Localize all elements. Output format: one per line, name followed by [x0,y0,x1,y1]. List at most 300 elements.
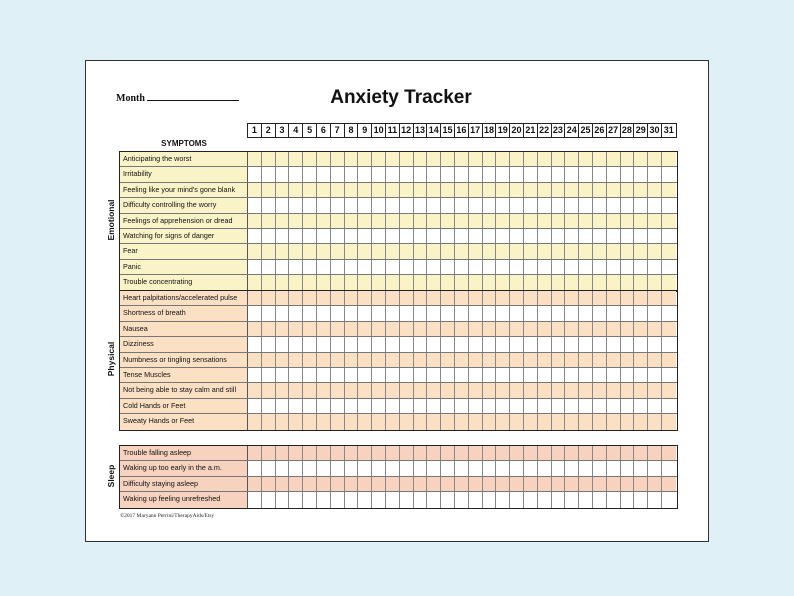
tracker-cell[interactable] [524,229,538,243]
tracker-cell[interactable] [262,492,276,507]
tracker-cell[interactable] [565,260,579,274]
tracker-cell[interactable] [483,368,497,382]
tracker-cell[interactable] [579,477,593,491]
tracker-cell[interactable] [358,214,372,228]
tracker-cell[interactable] [634,337,648,351]
tracker-cell[interactable] [607,353,621,367]
tracker-cell[interactable] [579,198,593,212]
tracker-cell[interactable] [317,275,331,290]
tracker-cell[interactable] [345,461,359,475]
tracker-cell[interactable] [358,322,372,336]
tracker-cell[interactable] [607,492,621,507]
tracker-cell[interactable] [248,183,262,197]
tracker-cell[interactable] [621,337,635,351]
tracker-cell[interactable] [372,244,386,258]
tracker-cell[interactable] [303,446,317,460]
tracker-cell[interactable] [427,337,441,351]
tracker-cell[interactable] [289,399,303,413]
tracker-cell[interactable] [469,183,483,197]
tracker-cell[interactable] [276,399,290,413]
tracker-cell[interactable] [634,446,648,460]
tracker-cell[interactable] [593,353,607,367]
tracker-cell[interactable] [400,353,414,367]
tracker-cell[interactable] [441,291,455,305]
tracker-cell[interactable] [648,399,662,413]
tracker-cell[interactable] [289,183,303,197]
tracker-cell[interactable] [414,461,428,475]
tracker-cell[interactable] [621,414,635,429]
tracker-cell[interactable] [317,368,331,382]
tracker-cell[interactable] [538,167,552,181]
tracker-cell[interactable] [621,183,635,197]
tracker-cell[interactable] [372,291,386,305]
tracker-cell[interactable] [303,291,317,305]
tracker-cell[interactable] [552,183,566,197]
tracker-cell[interactable] [565,214,579,228]
tracker-cell[interactable] [289,214,303,228]
tracker-cell[interactable] [303,244,317,258]
tracker-cell[interactable] [538,492,552,507]
tracker-cell[interactable] [510,260,524,274]
tracker-cell[interactable] [510,275,524,290]
tracker-cell[interactable] [565,368,579,382]
tracker-cell[interactable] [358,414,372,429]
tracker-cell[interactable] [496,477,510,491]
tracker-cell[interactable] [248,353,262,367]
tracker-cell[interactable] [303,353,317,367]
tracker-cell[interactable] [345,214,359,228]
tracker-cell[interactable] [565,414,579,429]
tracker-cell[interactable] [455,322,469,336]
tracker-cell[interactable] [496,368,510,382]
tracker-cell[interactable] [579,214,593,228]
tracker-cell[interactable] [358,492,372,507]
tracker-cell[interactable] [289,414,303,429]
tracker-cell[interactable] [262,414,276,429]
tracker-cell[interactable] [593,383,607,397]
tracker-cell[interactable] [621,492,635,507]
tracker-cell[interactable] [414,477,428,491]
tracker-cell[interactable] [593,198,607,212]
tracker-cell[interactable] [621,198,635,212]
tracker-cell[interactable] [496,492,510,507]
tracker-cell[interactable] [276,244,290,258]
tracker-cell[interactable] [248,477,262,491]
tracker-cell[interactable] [552,291,566,305]
tracker-cell[interactable] [317,353,331,367]
tracker-cell[interactable] [496,414,510,429]
tracker-cell[interactable] [510,353,524,367]
tracker-cell[interactable] [400,214,414,228]
tracker-cell[interactable] [593,368,607,382]
tracker-cell[interactable] [565,244,579,258]
tracker-cell[interactable] [552,337,566,351]
tracker-cell[interactable] [552,306,566,320]
tracker-cell[interactable] [372,229,386,243]
tracker-cell[interactable] [386,244,400,258]
tracker-cell[interactable] [483,353,497,367]
tracker-cell[interactable] [662,214,676,228]
tracker-cell[interactable] [648,229,662,243]
tracker-cell[interactable] [648,275,662,290]
tracker-cell[interactable] [593,214,607,228]
tracker-cell[interactable] [427,353,441,367]
tracker-cell[interactable] [372,383,386,397]
tracker-cell[interactable] [483,322,497,336]
tracker-cell[interactable] [579,275,593,290]
tracker-cell[interactable] [358,291,372,305]
tracker-cell[interactable] [593,291,607,305]
tracker-cell[interactable] [386,167,400,181]
tracker-cell[interactable] [510,214,524,228]
tracker-cell[interactable] [372,183,386,197]
tracker-cell[interactable] [552,152,566,166]
tracker-cell[interactable] [634,399,648,413]
tracker-cell[interactable] [262,229,276,243]
tracker-cell[interactable] [552,260,566,274]
tracker-cell[interactable] [331,244,345,258]
tracker-cell[interactable] [303,229,317,243]
tracker-cell[interactable] [469,229,483,243]
tracker-cell[interactable] [483,337,497,351]
tracker-cell[interactable] [524,152,538,166]
tracker-cell[interactable] [317,183,331,197]
tracker-cell[interactable] [358,399,372,413]
tracker-cell[interactable] [400,306,414,320]
tracker-cell[interactable] [358,244,372,258]
tracker-cell[interactable] [510,291,524,305]
tracker-cell[interactable] [345,167,359,181]
tracker-cell[interactable] [248,383,262,397]
tracker-cell[interactable] [510,414,524,429]
tracker-cell[interactable] [248,152,262,166]
tracker-cell[interactable] [552,198,566,212]
tracker-cell[interactable] [289,275,303,290]
tracker-cell[interactable] [607,337,621,351]
tracker-cell[interactable] [400,414,414,429]
tracker-cell[interactable] [524,275,538,290]
tracker-cell[interactable] [538,383,552,397]
tracker-cell[interactable] [579,461,593,475]
tracker-cell[interactable] [524,167,538,181]
tracker-cell[interactable] [331,414,345,429]
tracker-cell[interactable] [414,275,428,290]
tracker-cell[interactable] [455,167,469,181]
tracker-cell[interactable] [524,260,538,274]
tracker-cell[interactable] [400,183,414,197]
tracker-cell[interactable] [455,461,469,475]
tracker-cell[interactable] [317,383,331,397]
tracker-cell[interactable] [483,183,497,197]
tracker-cell[interactable] [358,167,372,181]
tracker-cell[interactable] [303,167,317,181]
tracker-cell[interactable] [469,291,483,305]
tracker-cell[interactable] [510,244,524,258]
tracker-cell[interactable] [648,446,662,460]
tracker-cell[interactable] [469,492,483,507]
tracker-cell[interactable] [400,446,414,460]
tracker-cell[interactable] [400,368,414,382]
tracker-cell[interactable] [538,446,552,460]
tracker-cell[interactable] [262,461,276,475]
tracker-cell[interactable] [317,446,331,460]
tracker-cell[interactable] [593,167,607,181]
tracker-cell[interactable] [662,291,676,305]
tracker-cell[interactable] [648,260,662,274]
tracker-cell[interactable] [579,167,593,181]
tracker-cell[interactable] [303,260,317,274]
tracker-cell[interactable] [248,167,262,181]
tracker-cell[interactable] [496,383,510,397]
tracker-cell[interactable] [538,322,552,336]
tracker-cell[interactable] [607,275,621,290]
tracker-cell[interactable] [345,492,359,507]
tracker-cell[interactable] [593,446,607,460]
tracker-cell[interactable] [483,477,497,491]
tracker-cell[interactable] [414,183,428,197]
tracker-cell[interactable] [276,461,290,475]
tracker-cell[interactable] [648,414,662,429]
tracker-cell[interactable] [593,461,607,475]
tracker-cell[interactable] [538,183,552,197]
tracker-cell[interactable] [579,229,593,243]
tracker-cell[interactable] [621,477,635,491]
tracker-cell[interactable] [386,306,400,320]
tracker-cell[interactable] [510,322,524,336]
tracker-cell[interactable] [510,477,524,491]
tracker-cell[interactable] [276,477,290,491]
tracker-cell[interactable] [427,214,441,228]
tracker-cell[interactable] [552,368,566,382]
tracker-cell[interactable] [510,492,524,507]
tracker-cell[interactable] [524,461,538,475]
tracker-cell[interactable] [441,167,455,181]
tracker-cell[interactable] [496,461,510,475]
tracker-cell[interactable] [510,383,524,397]
tracker-cell[interactable] [358,198,372,212]
tracker-cell[interactable] [427,152,441,166]
tracker-cell[interactable] [469,446,483,460]
tracker-cell[interactable] [648,214,662,228]
tracker-cell[interactable] [358,183,372,197]
tracker-cell[interactable] [427,461,441,475]
tracker-cell[interactable] [276,183,290,197]
tracker-cell[interactable] [621,260,635,274]
tracker-cell[interactable] [552,399,566,413]
tracker-cell[interactable] [552,492,566,507]
tracker-cell[interactable] [372,198,386,212]
tracker-cell[interactable] [414,368,428,382]
tracker-cell[interactable] [579,368,593,382]
tracker-cell[interactable] [607,306,621,320]
tracker-cell[interactable] [469,152,483,166]
tracker-cell[interactable] [276,492,290,507]
tracker-cell[interactable] [621,167,635,181]
tracker-cell[interactable] [386,368,400,382]
tracker-cell[interactable] [469,306,483,320]
tracker-cell[interactable] [593,492,607,507]
tracker-cell[interactable] [496,244,510,258]
tracker-cell[interactable] [358,383,372,397]
tracker-cell[interactable] [607,368,621,382]
tracker-cell[interactable] [400,322,414,336]
tracker-cell[interactable] [496,167,510,181]
tracker-cell[interactable] [496,306,510,320]
tracker-cell[interactable] [455,260,469,274]
tracker-cell[interactable] [400,260,414,274]
tracker-cell[interactable] [289,152,303,166]
tracker-cell[interactable] [441,337,455,351]
tracker-cell[interactable] [262,214,276,228]
tracker-cell[interactable] [289,461,303,475]
tracker-cell[interactable] [441,306,455,320]
tracker-cell[interactable] [634,183,648,197]
tracker-cell[interactable] [469,414,483,429]
tracker-cell[interactable] [427,477,441,491]
tracker-cell[interactable] [331,152,345,166]
tracker-cell[interactable] [524,198,538,212]
tracker-cell[interactable] [386,353,400,367]
tracker-cell[interactable] [248,492,262,507]
tracker-cell[interactable] [262,291,276,305]
tracker-cell[interactable] [331,291,345,305]
tracker-cell[interactable] [607,322,621,336]
tracker-cell[interactable] [262,244,276,258]
tracker-cell[interactable] [248,322,262,336]
tracker-cell[interactable] [303,383,317,397]
tracker-cell[interactable] [455,152,469,166]
tracker-cell[interactable] [496,260,510,274]
tracker-cell[interactable] [662,446,676,460]
tracker-cell[interactable] [386,152,400,166]
tracker-cell[interactable] [607,244,621,258]
tracker-cell[interactable] [510,183,524,197]
tracker-cell[interactable] [483,167,497,181]
tracker-cell[interactable] [538,368,552,382]
tracker-cell[interactable] [414,446,428,460]
tracker-cell[interactable] [483,461,497,475]
tracker-cell[interactable] [634,167,648,181]
tracker-cell[interactable] [276,414,290,429]
tracker-cell[interactable] [455,291,469,305]
tracker-cell[interactable] [662,383,676,397]
tracker-cell[interactable] [662,368,676,382]
tracker-cell[interactable] [317,198,331,212]
tracker-cell[interactable] [510,446,524,460]
tracker-cell[interactable] [317,337,331,351]
tracker-cell[interactable] [607,214,621,228]
tracker-cell[interactable] [621,353,635,367]
tracker-cell[interactable] [469,198,483,212]
tracker-cell[interactable] [303,275,317,290]
tracker-cell[interactable] [607,414,621,429]
tracker-cell[interactable] [400,337,414,351]
tracker-cell[interactable] [427,399,441,413]
tracker-cell[interactable] [621,229,635,243]
tracker-cell[interactable] [289,383,303,397]
tracker-cell[interactable] [607,383,621,397]
tracker-cell[interactable] [565,446,579,460]
tracker-cell[interactable] [552,275,566,290]
tracker-cell[interactable] [358,461,372,475]
tracker-cell[interactable] [593,477,607,491]
tracker-cell[interactable] [262,152,276,166]
tracker-cell[interactable] [248,275,262,290]
tracker-cell[interactable] [662,399,676,413]
tracker-cell[interactable] [345,229,359,243]
tracker-cell[interactable] [621,446,635,460]
tracker-cell[interactable] [524,368,538,382]
tracker-cell[interactable] [289,244,303,258]
tracker-cell[interactable] [372,337,386,351]
tracker-cell[interactable] [538,152,552,166]
tracker-cell[interactable] [427,275,441,290]
tracker-cell[interactable] [662,322,676,336]
tracker-cell[interactable] [469,477,483,491]
tracker-cell[interactable] [607,260,621,274]
tracker-cell[interactable] [248,214,262,228]
tracker-cell[interactable] [345,275,359,290]
tracker-cell[interactable] [331,198,345,212]
tracker-cell[interactable] [414,306,428,320]
tracker-cell[interactable] [414,229,428,243]
tracker-cell[interactable] [648,183,662,197]
tracker-cell[interactable] [579,306,593,320]
tracker-cell[interactable] [593,229,607,243]
tracker-cell[interactable] [317,477,331,491]
tracker-cell[interactable] [621,291,635,305]
tracker-cell[interactable] [469,383,483,397]
tracker-cell[interactable] [510,337,524,351]
tracker-cell[interactable] [289,229,303,243]
tracker-cell[interactable] [538,244,552,258]
tracker-cell[interactable] [662,477,676,491]
tracker-cell[interactable] [386,275,400,290]
tracker-cell[interactable] [372,399,386,413]
tracker-cell[interactable] [662,337,676,351]
tracker-cell[interactable] [386,260,400,274]
tracker-cell[interactable] [621,244,635,258]
tracker-cell[interactable] [662,167,676,181]
tracker-cell[interactable] [262,399,276,413]
tracker-cell[interactable] [496,183,510,197]
tracker-cell[interactable] [386,492,400,507]
tracker-cell[interactable] [289,492,303,507]
tracker-cell[interactable] [483,244,497,258]
tracker-cell[interactable] [621,214,635,228]
tracker-cell[interactable] [469,214,483,228]
tracker-cell[interactable] [262,368,276,382]
tracker-cell[interactable] [648,353,662,367]
tracker-cell[interactable] [579,322,593,336]
tracker-cell[interactable] [331,446,345,460]
tracker-cell[interactable] [510,167,524,181]
tracker-cell[interactable] [455,477,469,491]
tracker-cell[interactable] [483,383,497,397]
tracker-cell[interactable] [345,368,359,382]
tracker-cell[interactable] [317,214,331,228]
tracker-cell[interactable] [345,322,359,336]
tracker-cell[interactable] [400,477,414,491]
tracker-cell[interactable] [372,446,386,460]
tracker-cell[interactable] [345,306,359,320]
tracker-cell[interactable] [372,461,386,475]
tracker-cell[interactable] [648,492,662,507]
tracker-cell[interactable] [276,383,290,397]
tracker-cell[interactable] [524,446,538,460]
tracker-cell[interactable] [662,353,676,367]
tracker-cell[interactable] [662,152,676,166]
